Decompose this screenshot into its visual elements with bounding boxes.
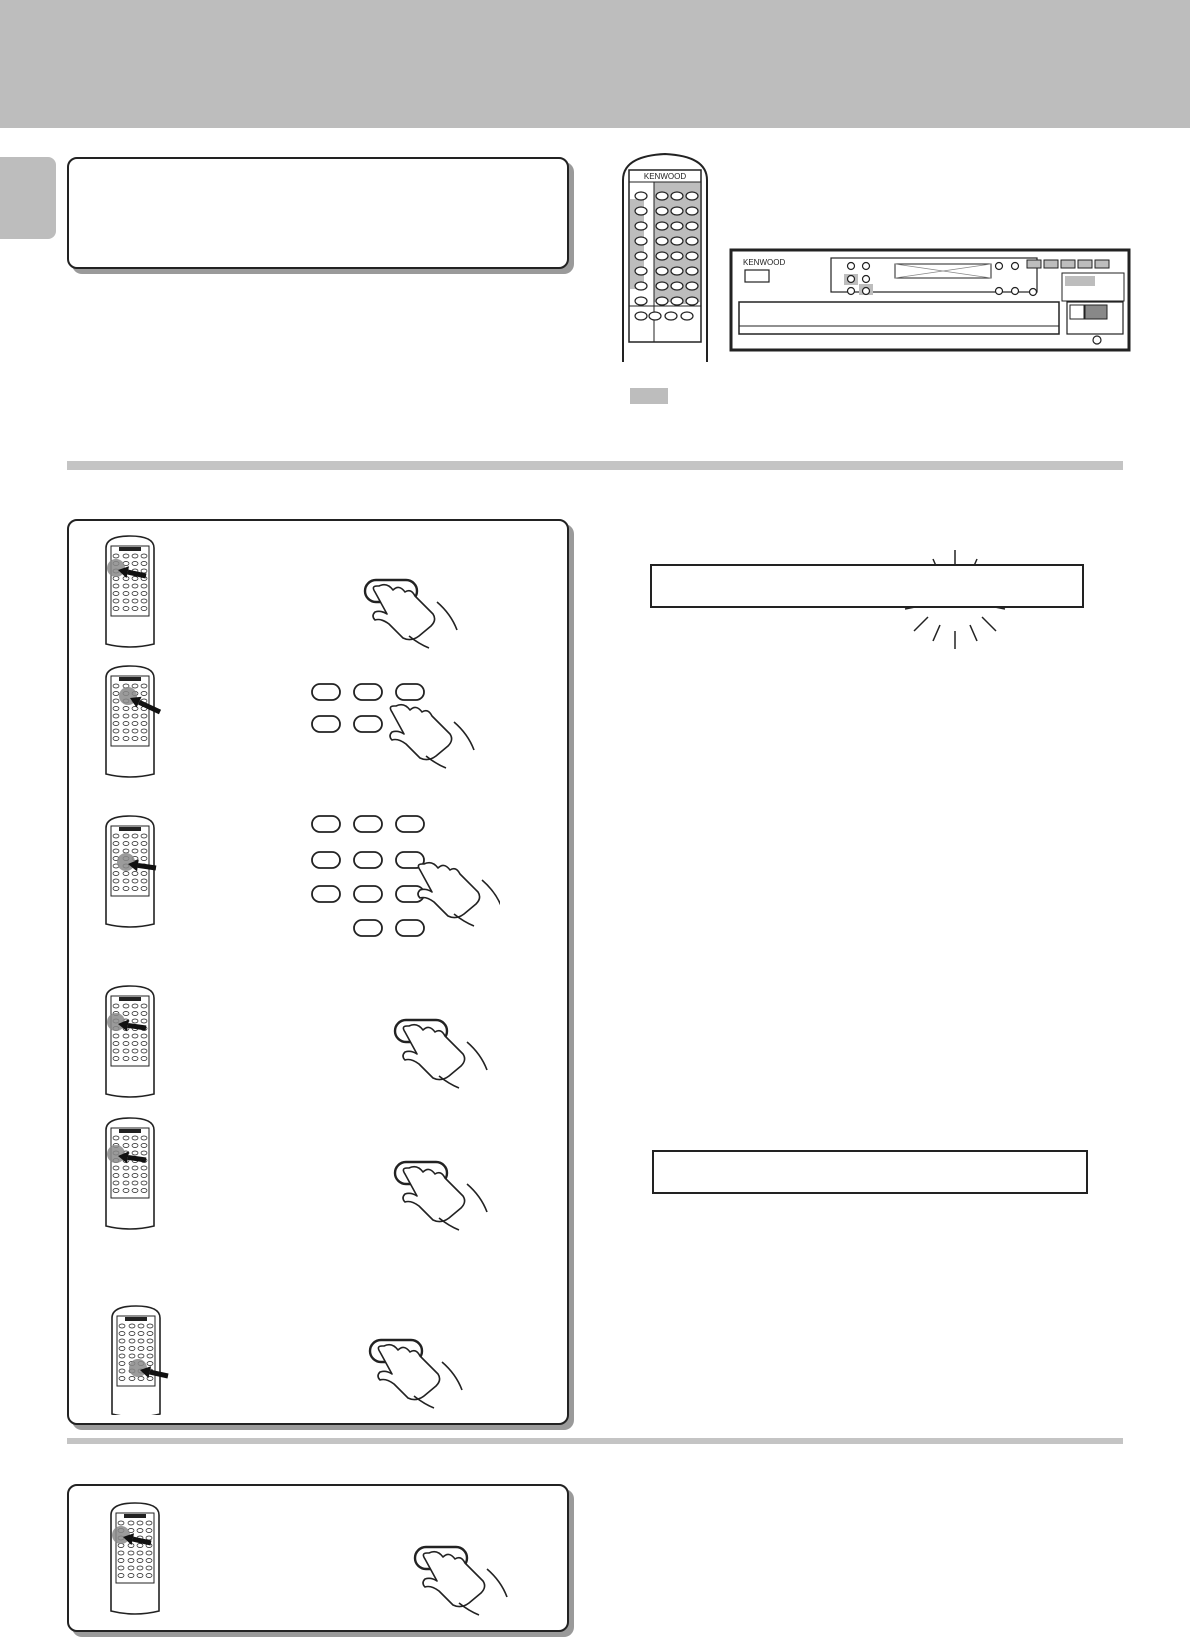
display-window xyxy=(650,564,1084,608)
header-band xyxy=(0,0,1190,128)
hand-pressing-key-illustration xyxy=(370,1340,462,1408)
remote-icon xyxy=(106,536,154,647)
cd-player-illustration xyxy=(731,250,1129,350)
step-4 xyxy=(100,980,500,1105)
intro-panel xyxy=(67,157,569,269)
remote-icon xyxy=(111,1503,159,1614)
step-3 xyxy=(100,810,500,950)
hand-pressing-key-illustration xyxy=(415,1547,507,1615)
remote-icon xyxy=(106,1118,154,1229)
bottom-step xyxy=(105,1497,525,1622)
hand-pressing-key-illustration xyxy=(395,1020,487,1088)
hand-pressing-numeric-keypad-illustration xyxy=(312,816,500,936)
section-divider xyxy=(67,1438,1123,1444)
hand-pressing-key-illustration xyxy=(395,1162,487,1230)
step-1 xyxy=(100,530,500,655)
step-5 xyxy=(100,1112,500,1237)
hand-pressing-key-group-illustration xyxy=(312,684,474,768)
remote-icon xyxy=(106,666,160,777)
step-2 xyxy=(100,660,500,785)
remote-icon xyxy=(106,816,156,927)
remote-icon xyxy=(112,1306,168,1415)
remote-icon xyxy=(106,986,154,1097)
highlight-legend-swatch xyxy=(630,388,668,404)
remote-control-illustration xyxy=(623,154,707,362)
result-display xyxy=(652,1150,1088,1194)
step-6 xyxy=(100,1300,500,1415)
section-divider xyxy=(67,461,1123,470)
overview-illustration xyxy=(615,150,1135,365)
remote-brand: KENWOOD xyxy=(643,172,687,181)
hand-pressing-key-illustration xyxy=(365,580,457,648)
section-tab xyxy=(0,157,56,239)
player-brand: KENWOOD xyxy=(743,258,786,267)
program-display xyxy=(650,545,1086,650)
